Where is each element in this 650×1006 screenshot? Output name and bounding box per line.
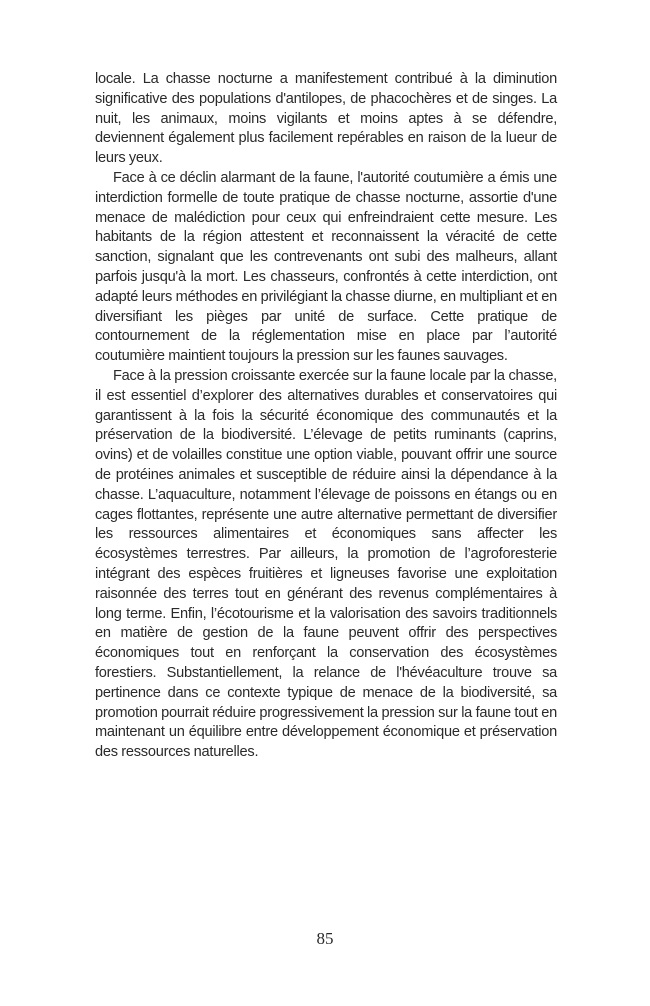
page-number: 85 xyxy=(316,929,334,948)
paragraph-customary-ban: Face à ce déclin alarmant de la faune, l'autorité coutumière a émis une interdiction formelle de toute pratique de chasse nocturne, assortie d'une menace de malédiction pour ceux qui enfreindraient cette mesure. Les habitants de la région attestent et reconnaissent la véracité de cette sanction, signalant que les contrevenants ont subi des malheurs, allant parfois jusqu'à la mort. Les chasseurs, confrontés à cette interdiction, ont adapté leurs méthodes en privilégiant la chasse diurne, en multipliant et en diversifiant les pièges par unité de surface. Cette pratique de contournement de la réglementation mise en place par l’autorité coutumière maintient toujours la pression sur les faunes sauvages. xyxy=(95,169,557,365)
body-text xyxy=(95,70,557,763)
paragraph-alternatives: Face à la pression croissante exercée sur la faune locale par la chasse, il est essentiel d’explorer des alternatives durables et conservatoires qui garantissent à la fois la sécurité économique des communautés et la préservation de la biodiversité. L’élevage de petits ruminants (caprins, ovins) et de volailles constitue une option viable, pouvant offrir une source de protéines animales et susceptible de réduire ainsi la dépendance à la chasse. L’aquaculture, notamment l’élevage de poissons en étangs ou en cages flottantes, représente une autre alternative permettant de diversifier les ressources alimentaires et économiques sans affecter les écosystèmes terrestres. Par ailleurs, la promotion de l’agroforesterie intégrant des espèces fruitières et ligneuses favorise une exploitation raisonnée des terres tout en générant des revenus complémentaires à long terme. Enfin, l’écotourisme et la valorisation des savoirs traditionnels en matière de gestion de la faune peuvent offrir des perspectives économiques tout en renforçant la conservation des écosystèmes forestiers. Substantiellement, la relance de l'hévéaculture trouve sa pertinence dans ce contexte typique de menace de la biodiversité, sa promotion pourrait réduire progressivement la pression sur la faune tout en maintenant un équilibre entre développement économique et préservation des ressources naturelles. xyxy=(95,367,557,761)
paragraph-continuation: locale. La chasse nocturne a manifestement contribué à la diminution significative des populations d'antilopes, de phacochères et de singes. La nuit, les animaux, moins vigilants et moins aptes à se défendre, deviennent également plus facilement repérables en raison de la lueur de leurs yeux. xyxy=(95,71,557,167)
